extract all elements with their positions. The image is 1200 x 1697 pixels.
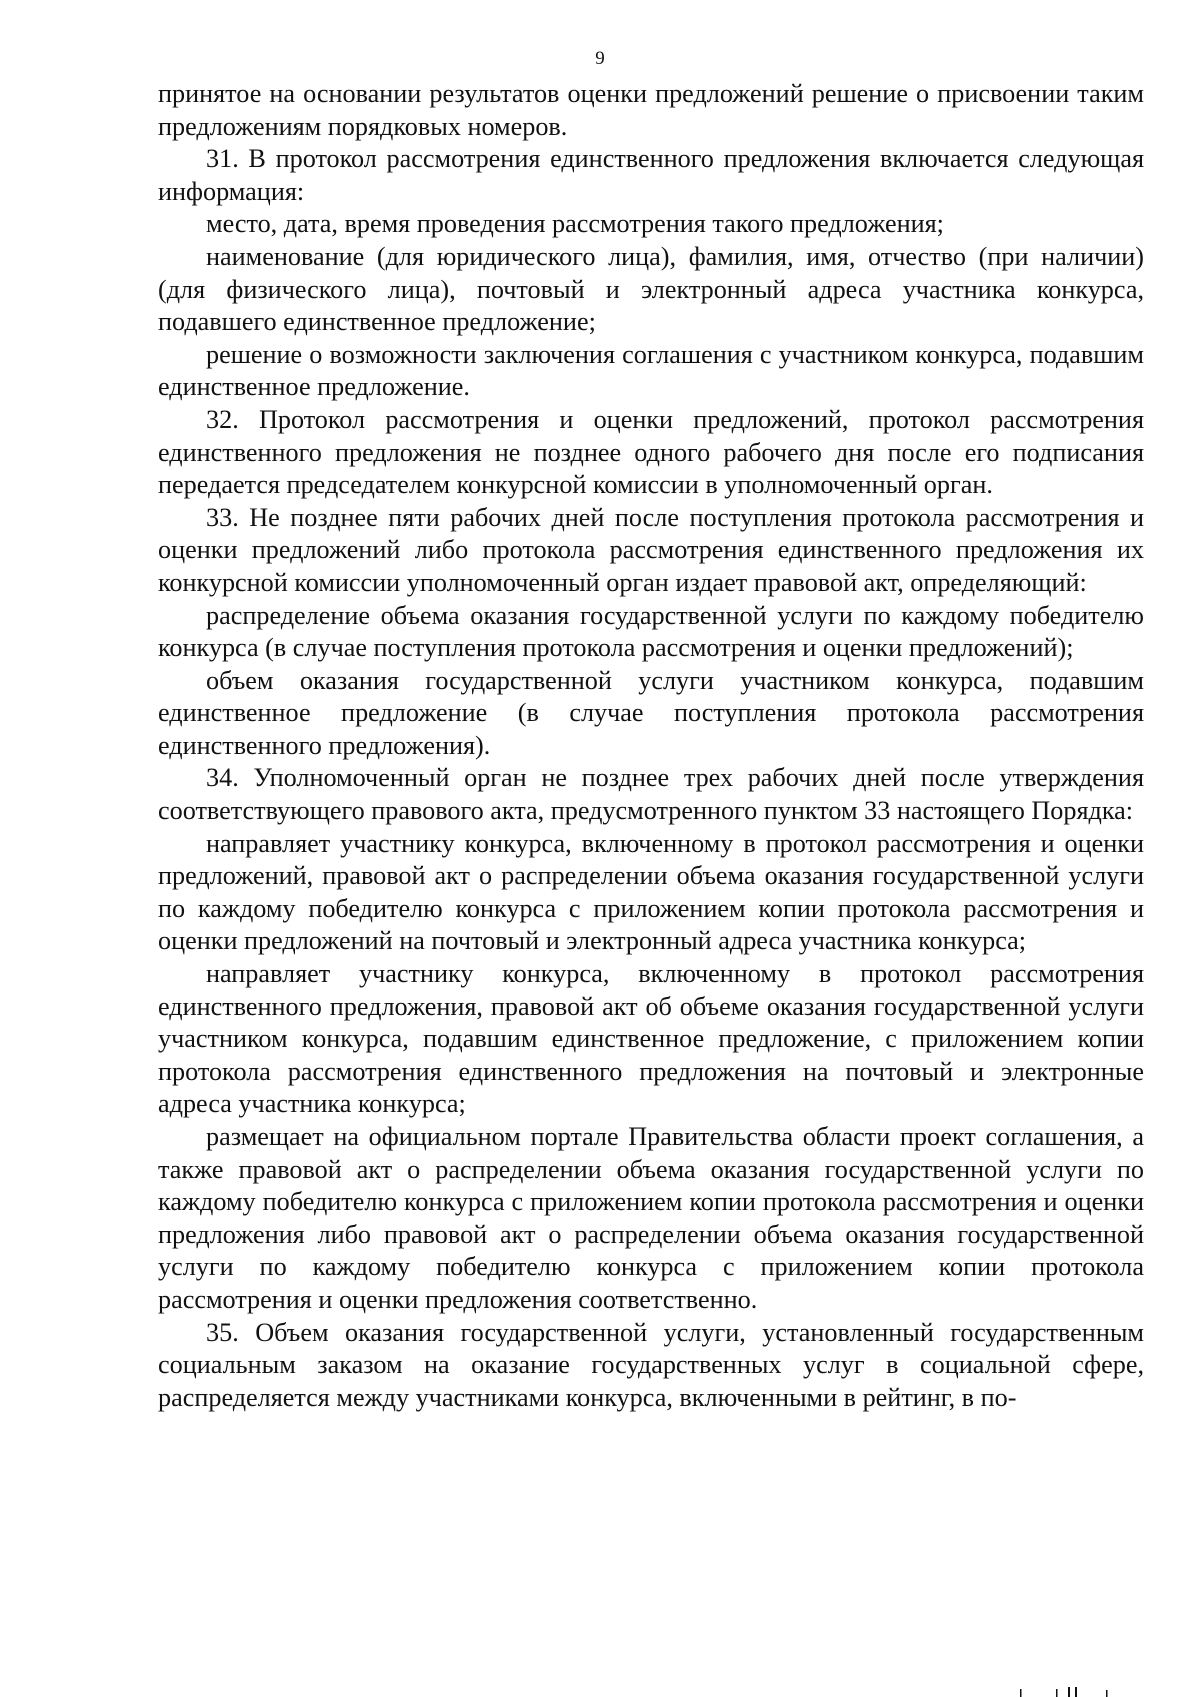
paragraph-33: 33. Не позднее пяти рабочих дней после поступления протокола рассмотрения и оценки предложений либо протокола рассмотрения единственного предложения их конкурсной комиссии уполномоченный орган издает правовой акт, определяющий:	[158, 502, 1144, 597]
list-item-agreement-decision: решение о возможности заключения соглашения с участником конкурса, подавшим единственное предложение.	[158, 339, 1144, 402]
list-item-publish-on-portal: размещает на официальном портале Правительства области проект соглашения, а также правовой акт о распределении объема оказания государственной услуги по каждому победителю конкурса с приложением копии протокола рассмотрения и оценки предложения либо правовой акт о распределении объема оказания государственной услуги по каждому победителю конкурса с приложением копии протокола рассмотрения и оценки предложения соответственно.	[158, 1122, 1144, 1314]
list-item-send-single-offer-act: направляет участнику конкурса, включенному в протокол рассмотрения единственного предложения, правовой акт об объеме оказания государственной услуги участником конкурса, подавшим единственное предложение, с приложением копии протокола рассмотрения единственного предложения на почтовый и электронные адреса участника конкурса;	[158, 959, 1144, 1119]
paragraph-31: 31. В протокол рассмотрения единственного предложения включается следующая информация:	[158, 144, 1144, 206]
list-item-volume-distribution: распределение объема оказания государственной услуги по каждому победителю конкурса (в случае поступления протокола рассмотрения и оценки предложений);	[158, 600, 1144, 663]
page-number: 9	[595, 48, 605, 69]
paragraph-32: 32. Протокол рассмотрения и оценки предложений, протокол рассмотрения единственного предложения не позднее одного рабочего дня после его подписания передается председателем конкурсной комиссии в уполномоченный орган.	[158, 404, 1144, 500]
paragraph-34: 34. Уполномоченный орган не позднее трех рабочих дней после утверждения соответствующего правового акта, предусмотренного пунктом 33 настоящего Порядка:	[158, 763, 1144, 826]
scan-edge-marks	[1020, 1687, 1130, 1697]
document-body	[158, 78, 1144, 1414]
list-item-send-rating-act: направляет участнику конкурса, включенному в протокол рассмотрения и оценки предложений, правовой акт о распределении объема оказания государственной услуги по каждому победителю конкурса с приложением копии протокола рассмотрения и оценки предложений на почтовый и электронный адреса участника конкурса;	[158, 828, 1144, 956]
list-item-place-date-time: место, дата, время проведения рассмотрения такого предложения;	[206, 209, 944, 239]
paragraph-30-continuation: принятое на основании результатов оценки предложений решение о присвоении таким предложениям порядковых номеров.	[158, 79, 1144, 141]
list-item-single-offer-volume: объем оказания государственной услуги участником конкурса, подавшим единственное предложение (в случае поступления протокола рассмотрения единственного предложения).	[158, 665, 1144, 760]
list-item-participant-name: наименование (для юридического лица), фамилия, имя, отчество (при наличии) (для физического лица), почтовый и электронный адреса участника конкурса, подавшего единственное предложение;	[158, 241, 1144, 337]
paragraph-35: 35. Объем оказания государственной услуги, установленный государственным социальным заказом на оказание государственных услуг в социальной сфере, распределяется между участниками конкурса, включенными в рейтинг, в по-	[158, 1317, 1144, 1412]
